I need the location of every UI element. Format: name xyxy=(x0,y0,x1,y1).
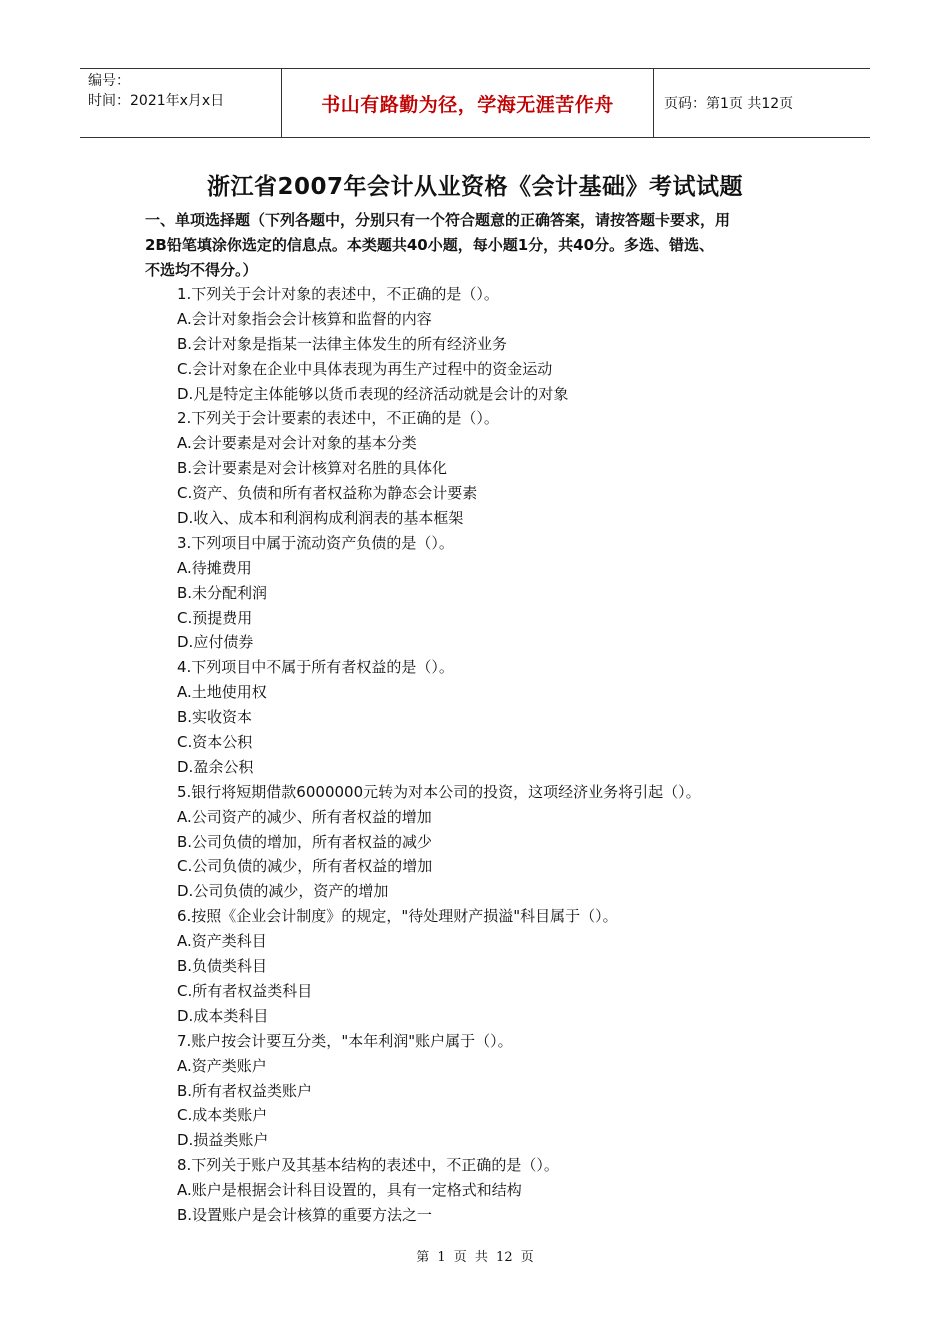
question-stem: 8.下列关于账户及其基本结构的表述中，不正确的是（）。 xyxy=(177,1156,559,1175)
header-left-cell xyxy=(80,69,282,137)
answer-option: A.待摊费用 xyxy=(177,558,252,577)
question-list xyxy=(177,282,857,1228)
date-label: 时间：2021年x月x日 xyxy=(88,93,225,109)
answer-option: B.实收资本 xyxy=(177,708,253,727)
answer-option: D.凡是特定主体能够以货币表现的经济活动就是会计的对象 xyxy=(177,384,569,403)
answer-option: C.预提费用 xyxy=(177,608,253,627)
header-motto-cell xyxy=(282,69,654,137)
header-page-cell xyxy=(654,69,870,137)
document-title: 浙江省2007年会计从业资格《会计基础》考试试题 xyxy=(206,174,743,200)
answer-option: A.公司资产的减少、所有者权益的增加 xyxy=(177,807,432,826)
question-stem: 6.按照《企业会计制度》的规定，"待处理财产损溢"科目属于（）。 xyxy=(177,907,618,926)
answer-option: B.所有者权益类账户 xyxy=(177,1081,313,1100)
header-table xyxy=(80,68,870,138)
answer-option: C.公司负债的减少，所有者权益的增加 xyxy=(177,857,433,876)
number-label: 编号： xyxy=(88,73,130,89)
answer-option: A.会计要素是对会计对象的基本分类 xyxy=(177,434,417,453)
answer-option: B.未分配利润 xyxy=(177,583,268,602)
answer-option: C.资产、负债和所有者权益称为静态会计要素 xyxy=(177,484,478,503)
page-footer: 第 1 页 共 12 页 xyxy=(416,1250,534,1265)
instruction-line: 一、单项选择题（下列各题中，分别只有一个符合题意的正确答案，请按答题卡要求，用 xyxy=(145,211,731,229)
answer-option: C.会计对象在企业中具体表现为再生产过程中的资金运动 xyxy=(177,359,553,378)
question-stem: 5.银行将短期借款6000000元转为对本公司的投资，这项经济业务将引起（）。 xyxy=(177,782,701,801)
answer-option: B.设置账户是会计核算的重要方法之一 xyxy=(177,1205,433,1224)
question-stem: 2.下列关于会计要素的表述中，不正确的是（）。 xyxy=(177,409,499,428)
section-instructions xyxy=(145,208,810,283)
answer-option: D.应付债券 xyxy=(177,633,254,652)
page-info: 页码：第1页 共12页 xyxy=(664,96,794,112)
answer-option: D.成本类科目 xyxy=(177,1006,269,1025)
answer-option: C.成本类账户 xyxy=(177,1106,268,1125)
answer-option: A.资产类账户 xyxy=(177,1056,267,1075)
instruction-line: 2B铅笔填涂你选定的信息点。本类题共40小题，每小题1分，共40分。多选、错选、 xyxy=(145,236,715,254)
motto-text: 书山有路勤为径，学海无涯苦作舟 xyxy=(321,93,614,116)
answer-option: A.资产类科目 xyxy=(177,932,267,951)
instruction-line: 不选均不得分。） xyxy=(145,261,258,279)
answer-option: B.负债类科目 xyxy=(177,957,268,976)
answer-option: B.公司负债的增加，所有者权益的减少 xyxy=(177,832,433,851)
answer-option: A.会计对象指会会计核算和监督的内容 xyxy=(177,309,432,328)
question-stem: 1.下列关于会计对象的表述中，不正确的是（）。 xyxy=(177,285,499,303)
answer-option: A.土地使用权 xyxy=(177,683,267,702)
answer-option: D.公司负债的减少，资产的增加 xyxy=(177,882,389,901)
answer-option: D.盈余公积 xyxy=(177,757,254,776)
answer-option: B.会计对象是指某一法律主体发生的所有经济业务 xyxy=(177,334,508,353)
answer-option: B.会计要素是对会计核算对名胜的具体化 xyxy=(177,459,448,478)
answer-option: D.损益类账户 xyxy=(177,1131,269,1150)
answer-option: D.收入、成本和利润构成利润表的基本框架 xyxy=(177,509,464,528)
answer-option: C.资本公积 xyxy=(177,733,253,752)
answer-option: A.账户是根据会计科目设置的，具有一定格式和结构 xyxy=(177,1181,522,1200)
question-stem: 3.下列项目中属于流动资产负债的是（）。 xyxy=(177,533,454,552)
question-stem: 7.账户按会计要互分类，"本年利润"账户属于（）。 xyxy=(177,1031,513,1050)
answer-option: C.所有者权益类科目 xyxy=(177,981,313,1000)
question-stem: 4.下列项目中不属于所有者权益的是（）。 xyxy=(177,658,454,677)
